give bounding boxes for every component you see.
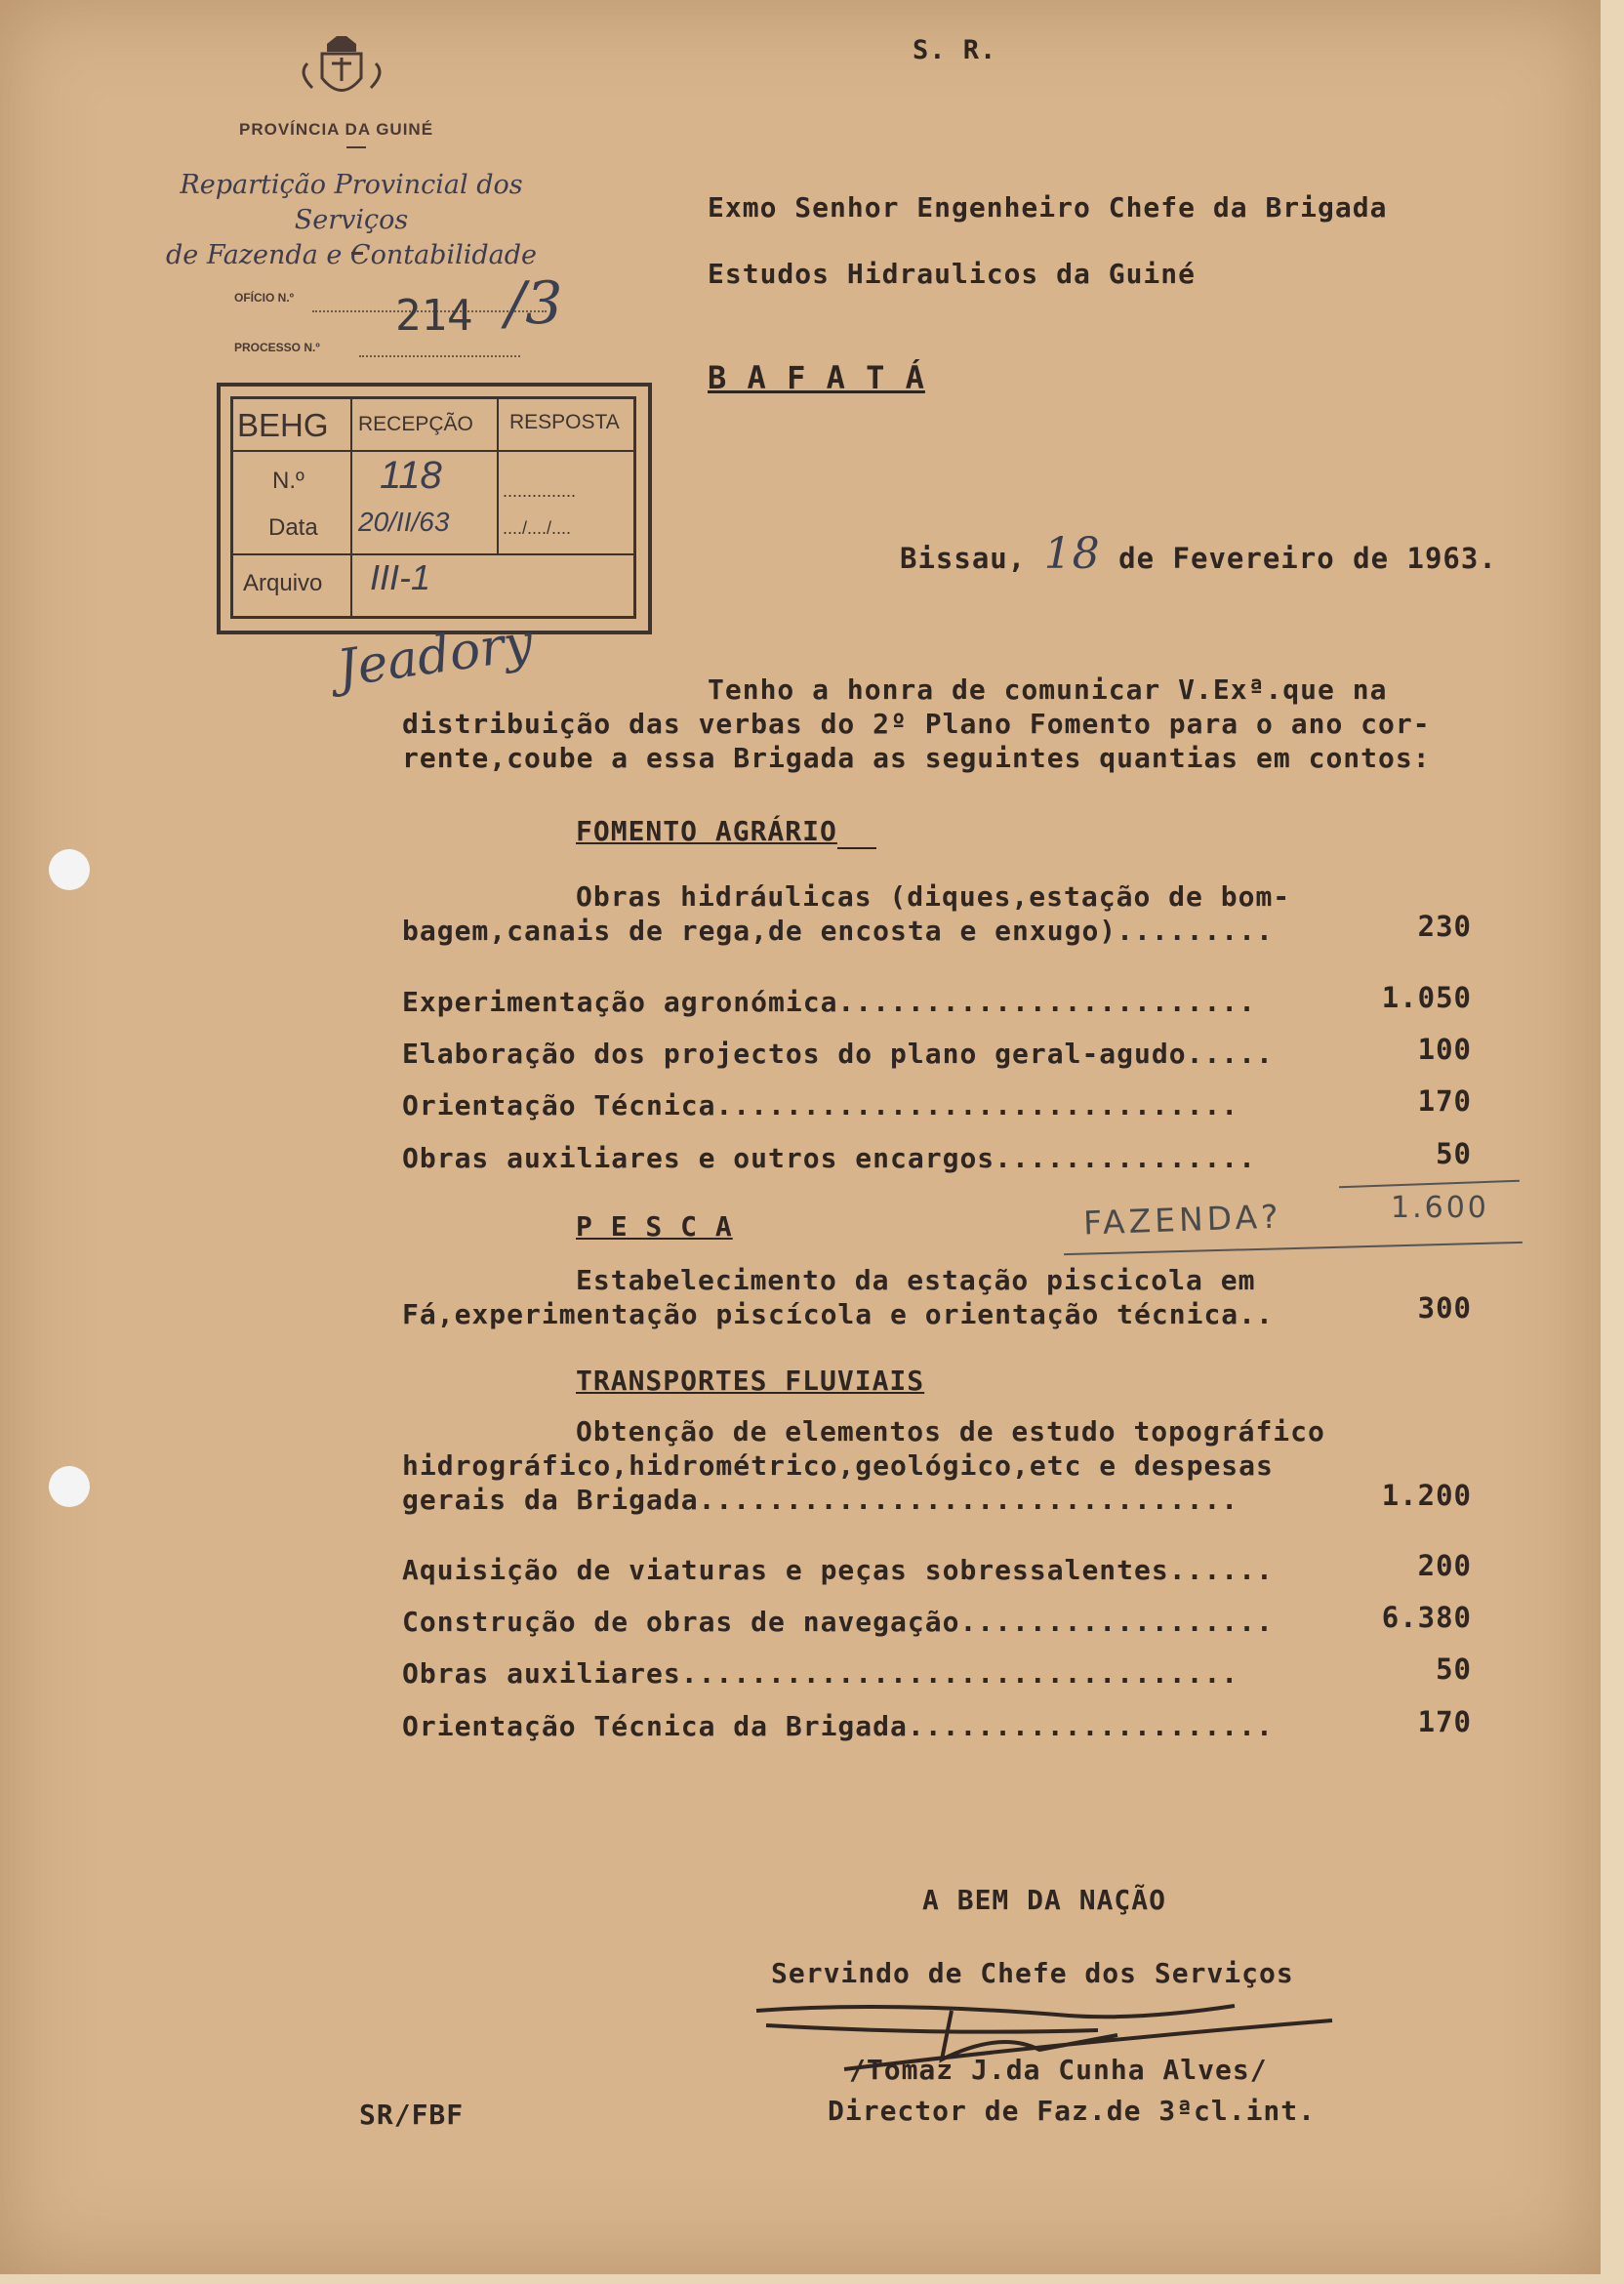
stamp-response: RESPOSTA — [509, 411, 620, 433]
fomento-underline-extension — [837, 847, 876, 849]
reference-initials: SR/FBF — [359, 2099, 465, 2131]
annotation-line — [1339, 1180, 1520, 1188]
closing-line-1: A BEM DA NAÇÃO — [922, 1884, 1167, 1916]
addressee-line-1: Exmo Senhor Engenheiro Chefe da Brigada — [708, 191, 1388, 224]
fomento-item-4-value: 170 — [1417, 1084, 1472, 1118]
fomento-item-4: Orientação Técnica.............................. — [402, 1089, 1239, 1122]
stamp-inner-border — [230, 396, 636, 619]
annotation-value: 1.600 — [1391, 1191, 1489, 1225]
stamp-archive-value: III-1 — [370, 557, 431, 597]
intro-line-1: Tenho a honra de comunicar V.Exª.que na — [708, 673, 1388, 706]
department-line-1: Repartição Provincial dos Serviços — [180, 170, 523, 235]
section-title-pesca: P E S C A — [576, 1210, 733, 1243]
transportes-item-2-value: 200 — [1417, 1549, 1472, 1582]
stamp-n-label: N.º — [272, 468, 304, 494]
transportes-item-4: Obras auxiliares................................ — [402, 1657, 1239, 1690]
section-title-transportes: TRANSPORTES FLUVIAIS — [576, 1365, 925, 1397]
processo-label: PROCESSO N.º — [234, 341, 320, 354]
date-line — [900, 529, 1497, 579]
intro-line-3: rente,coube a essa Brigada as seguintes quantias em contos: — [402, 742, 1431, 774]
fomento-item-3: Elaboração dos projectos do plano geral-agudo..... — [402, 1038, 1274, 1070]
oficio-label: OFÍCIO N.º — [234, 291, 295, 305]
fomento-item-5-value: 50 — [1436, 1137, 1472, 1170]
oficio-number: 214 — [395, 291, 473, 341]
stamp-n-blank: ............... — [503, 481, 577, 501]
transportes-item-4-value: 50 — [1436, 1652, 1472, 1686]
punch-hole-top — [49, 849, 90, 890]
director-name: /Tomaz J.da Cunha Alves/ — [849, 2054, 1268, 2086]
oficio-suffix: /3 — [506, 269, 563, 338]
stamp-hline-2 — [233, 553, 633, 555]
transportes-item-1-line-1: Obtenção de elementos de estudo topográfico — [576, 1415, 1325, 1448]
section-title-fomento: FOMENTO AGRÁRIO — [576, 815, 837, 847]
closing-line-2: Servindo de Chefe dos Serviços — [771, 1957, 1294, 1989]
fomento-item-1-line-1: Obras hidráulicas (diques,estação de bom- — [576, 880, 1291, 913]
addressee-place: B A F A T Á — [708, 359, 925, 396]
transportes-item-5: Orientação Técnica da Brigada..................... — [402, 1710, 1274, 1742]
province-underline — [346, 146, 366, 148]
classification-mark: S. R. — [913, 35, 997, 65]
transportes-item-1-line-3: gerais da Brigada............................... — [402, 1484, 1239, 1516]
transportes-item-1-line-2: hidrográfico,hidrométrico,geológico,etc e despesas — [402, 1449, 1274, 1482]
transportes-item-3-value: 6.380 — [1381, 1601, 1472, 1634]
date-city: Bissau, — [900, 542, 1027, 575]
transportes-item-5-value: 170 — [1417, 1705, 1472, 1738]
pesca-item-1-line-1: Estabelecimento da estação piscicola em — [576, 1264, 1256, 1296]
stamp-signature: Jeadory — [333, 613, 537, 699]
pesca-item-1-value: 300 — [1417, 1291, 1472, 1325]
province-name: PROVÍNCIA DA GUINÉ — [239, 120, 434, 139]
reception-stamp — [217, 383, 652, 634]
department-name — [146, 168, 556, 273]
annotation-text: FAZENDA? — [1082, 1197, 1283, 1243]
transportes-item-2: Aquisição de viaturas e peças sobressalentes...... — [402, 1554, 1274, 1586]
stamp-n-value: 118 — [380, 454, 442, 497]
department-underline — [351, 252, 363, 255]
department-line-2: de Fazenda e Contabilidade — [165, 240, 538, 270]
fomento-item-3-value: 100 — [1417, 1033, 1472, 1066]
transportes-item-1-value: 1.200 — [1381, 1479, 1472, 1512]
fomento-item-1-line-2: bagem,canais de rega,de encosta e enxugo)......... — [402, 915, 1274, 947]
processo-dotline — [359, 355, 520, 357]
stamp-org: BEHG — [237, 407, 329, 443]
stamp-reception: RECEPÇÃO — [358, 413, 473, 435]
fomento-item-1-value: 230 — [1417, 910, 1472, 943]
intro-line-2: distribuição das verbas do 2º Plano Fomento para o ano cor- — [402, 708, 1431, 740]
pesca-item-1-line-2: Fá,experimentação piscícola e orientação técnica.. — [402, 1298, 1274, 1330]
date-day: 18 — [1043, 529, 1101, 579]
fomento-item-5: Obras auxiliares e outros encargos............... — [402, 1142, 1257, 1174]
punch-hole-bottom — [49, 1466, 90, 1507]
transportes-item-3: Construção de obras de navegação.................. — [402, 1606, 1274, 1638]
fomento-item-2: Experimentação agronómica........................ — [402, 986, 1257, 1018]
stamp-date-value: 20/II/63 — [358, 507, 450, 537]
stamp-vline-1 — [350, 399, 352, 616]
stamp-archive-label: Arquivo — [243, 570, 323, 596]
stamp-date-blank: ..../..../.... — [503, 518, 572, 538]
fomento-item-2-value: 1.050 — [1381, 981, 1472, 1014]
coat-of-arms-icon — [293, 34, 390, 107]
stamp-date-label: Data — [268, 514, 318, 541]
date-rest: de Fevereiro de 1963. — [1118, 542, 1497, 575]
addressee-line-2: Estudos Hidraulicos da Guiné — [708, 258, 1197, 290]
director-title: Director de Faz.de 3ªcl.int. — [828, 2095, 1317, 2127]
stamp-vline-2 — [497, 399, 499, 553]
annotation-underline — [1064, 1242, 1522, 1255]
stamp-hline-1 — [233, 450, 633, 452]
